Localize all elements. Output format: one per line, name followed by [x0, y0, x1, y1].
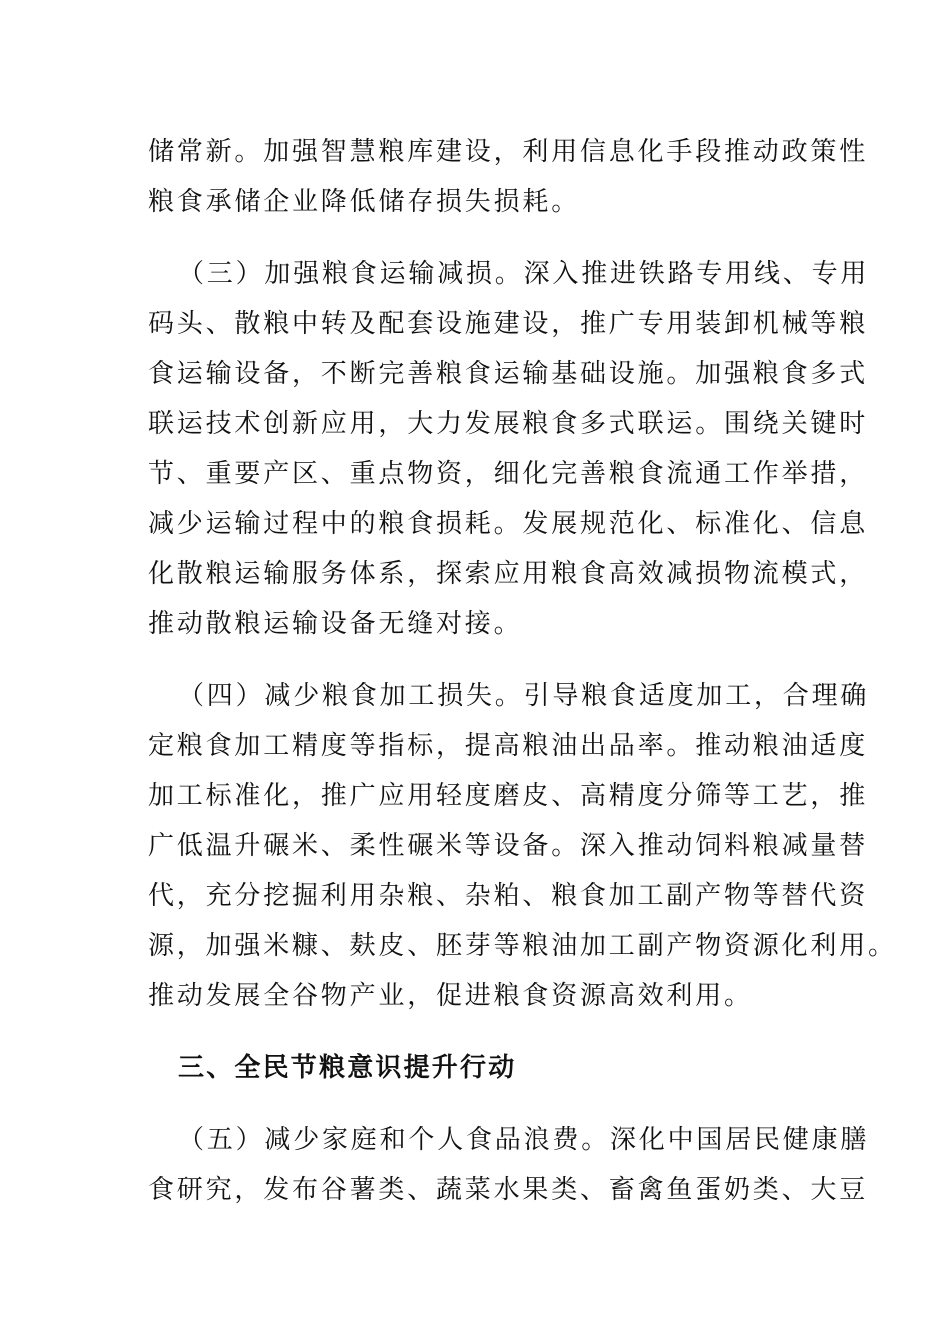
paragraph-first-line: （五）减少家庭和个人食品浪费。深化中国居民健康膳	[178, 1125, 870, 1155]
text-line: 化散粮运输服务体系，探索应用粮食高效减损物流模式，	[148, 559, 869, 589]
text-line: 源，加强米糠、麸皮、胚芽等粮油加工副产物资源化利用。	[148, 931, 897, 961]
text-line: 广低温升碾米、柔性碾米等设备。深入推动饲料粮减量替	[148, 831, 869, 861]
text-line: 代，充分挖掘利用杂粮、杂粕、粮食加工副产物等替代资	[148, 881, 869, 911]
text-line: 加工标准化，推广应用轻度磨皮、高精度分筛等工艺，推	[148, 781, 869, 811]
text-line: 减少运输过程中的粮食损耗。发展规范化、标准化、信息	[148, 509, 869, 539]
text-line: 粮食承储企业降低储存损失损耗。	[148, 187, 581, 217]
text-line: 定粮食加工精度等指标，提高粮油出品率。推动粮油适度	[148, 731, 869, 761]
text-line: 食运输设备，不断完善粮食运输基础设施。加强粮食多式	[148, 359, 869, 389]
text-line: 节、重要产区、重点物资，细化完善粮食流通工作举措，	[148, 459, 869, 489]
text-line: 联运技术创新应用，大力发展粮食多式联运。围绕关键时	[148, 409, 869, 439]
text-line: 推动散粮运输设备无缝对接。	[148, 609, 523, 639]
text-line: 码头、散粮中转及配套设施建设，推广专用装卸机械等粮	[148, 309, 869, 339]
text-line: 储常新。加强智慧粮库建设，利用信息化手段推动政策性	[148, 137, 869, 167]
paragraph-first-line: （三）加强粮食运输减损。深入推进铁路专用线、专用	[178, 259, 870, 289]
text-line: 推动发展全谷物产业，促进粮食资源高效利用。	[148, 981, 753, 1011]
section-heading: 三、全民节粮意识提升行动	[178, 1053, 517, 1083]
paragraph-first-line: （四）减少粮食加工损失。引导粮食适度加工，合理确	[178, 681, 870, 711]
text-line: 食研究，发布谷薯类、蔬菜水果类、畜禽鱼蛋奶类、大豆	[148, 1175, 869, 1205]
